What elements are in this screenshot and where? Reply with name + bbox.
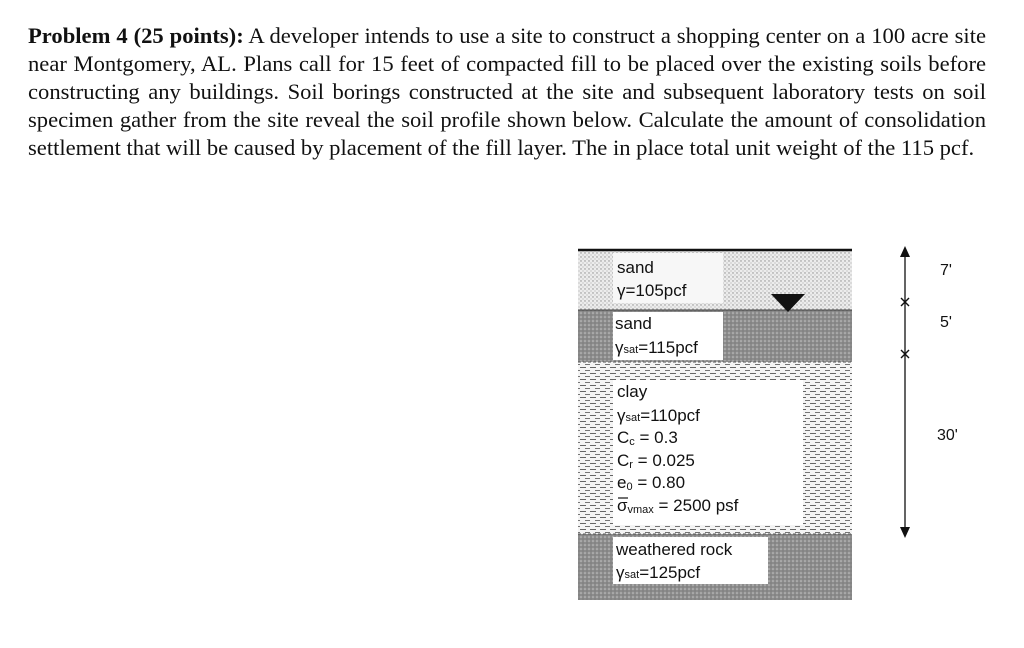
dimension-label-5ft: 5' bbox=[940, 314, 952, 331]
layer4-unit-weight: γsat=125pcf bbox=[616, 563, 701, 582]
dimension-label-30ft: 30' bbox=[937, 427, 958, 444]
problem-text: A developer intends to use a site to construct a shopping center on a 100 acre site near Montgomery, AL. Plans call for 15 feet of compacted fill to be placed over the existing soils before constructing any buildings. Soil borings constructed at the site and subsequent laboratory tests on soil specimen gather from the site reveal the soil profile shown below. Calculate the amount of consolidation settlement that will be caused by placement of the fill layer. The in place total unit weight of the 115 pcf. bbox=[28, 23, 986, 160]
layer1-name: sand bbox=[617, 258, 654, 277]
layer2-name: sand bbox=[615, 314, 652, 333]
problem-heading: Problem 4 (25 points): bbox=[28, 23, 244, 48]
layer3-unit-weight: γsat=110pcf bbox=[617, 406, 700, 425]
layer2-unit-weight: γsat=115pcf bbox=[615, 338, 698, 357]
layer3-cr: Cr = 0.025 bbox=[617, 451, 695, 471]
layer4-name: weathered rock bbox=[616, 540, 733, 559]
dimension-arrow-bottom-icon bbox=[900, 527, 910, 538]
layer3-cc: Cc = 0.3 bbox=[617, 428, 678, 448]
layer1-unit-weight: γ=105pcf bbox=[617, 281, 687, 300]
layer3-name: clay bbox=[617, 382, 648, 401]
dimension-arrow-top-icon bbox=[900, 246, 910, 257]
layer3-e0: e0 = 0.80 bbox=[617, 473, 686, 493]
dimension-label-7ft: 7' bbox=[940, 262, 952, 279]
layer3-sigma-vmax: σvmax = 2500 psf bbox=[617, 496, 739, 516]
